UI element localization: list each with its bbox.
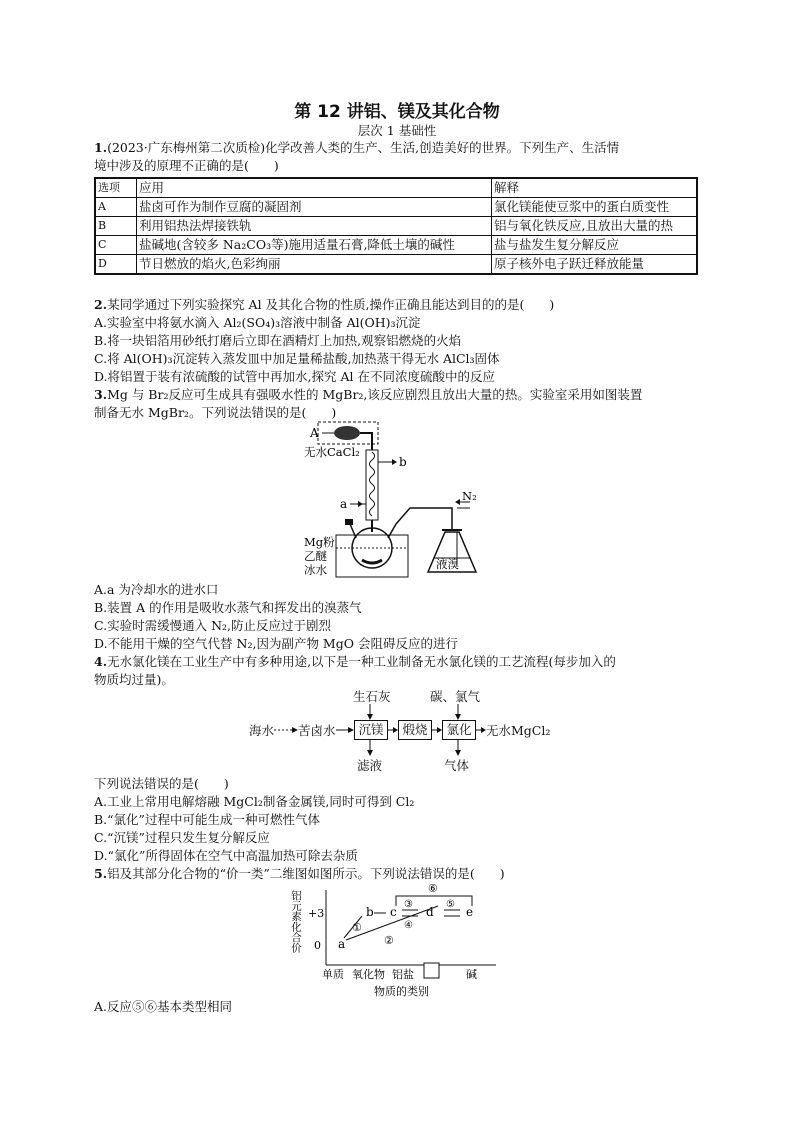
connecting-tube [396, 508, 452, 530]
apparatus-figure [300, 420, 500, 580]
table-cell: 利用铝热法焊接铁轨 [137, 217, 492, 236]
flow-arrow-down [364, 704, 376, 720]
label-mg: Mg粉 [304, 535, 335, 549]
q2-option-a: A.实验室中将氨水滴入 Al₂(SO₄)₃溶液中制备 Al(OH)₃沉淀 [94, 315, 421, 330]
q1-stem [94, 139, 619, 156]
chart-point-c: c [390, 905, 397, 919]
flow-step-calcine: 煅烧 [398, 720, 432, 740]
y-tick-label: +3 [308, 907, 325, 920]
chart-point-b: b [366, 905, 374, 919]
y-axis-label: 铝元素化合价 [290, 890, 302, 953]
flow-output-filtrate: 滤液 [357, 758, 383, 773]
flow-input-carbon-chlorine: 碳、氯气 [430, 689, 481, 704]
table-header-cell: 应用 [137, 178, 492, 198]
q5-stem-text: 铝及其部分化合物的“价一类”二维图如图所示。下列说法错误的是( ) [107, 866, 505, 881]
reaction-label: ⑤ [446, 899, 455, 910]
q1-stem-line1: (2023·广东梅州第二次质检)化学改善人类的生产、生活,创造美好的世界。下列生产、生活情 [107, 140, 620, 155]
ice-bath [336, 535, 408, 577]
table-row [95, 198, 697, 217]
x-tick-label-box [424, 963, 439, 978]
reaction-label: ⑥ [428, 882, 438, 895]
q2-option-b: B.将一块铝箔用砂纸打磨后立即在酒精灯上加热,观察铝燃烧的火焰 [94, 333, 462, 348]
table-header-row [95, 178, 697, 198]
reaction-label: ① [352, 921, 362, 934]
label-b: b [399, 455, 407, 469]
reaction-label: ③ [404, 899, 413, 910]
flow-step-precip: 沉镁 [354, 720, 388, 740]
label-br2: 液溴 [436, 557, 459, 571]
table-cell: 原子核外电子跃迁释放能量 [492, 255, 698, 275]
q2-number: 2. [94, 297, 108, 312]
q3-stem-line1: Mg 与 Br₂反应可生成具有强吸水性的 MgBr₂,该反应剧烈且放出大量的热。实验室采用如图装置 [107, 387, 643, 402]
table-cell: B [95, 217, 137, 236]
table-cell: 铝与氧化铁反应,且放出大量的热 [492, 217, 698, 236]
q2-stem-text: 某同学通过下列实验探究 Al 及其化合物的性质,操作正确且能达到目的的是( ) [107, 297, 555, 312]
q5-option-a: A.反应⑤⑥基本类型相同 [94, 999, 233, 1014]
q4-option-c: C.“沉镁”过程只发生复分解反应 [94, 830, 270, 845]
flow-arrow [432, 724, 442, 736]
flow-bittern: 苦卤水 [298, 723, 336, 738]
x-tick-label: 氧化物 [352, 968, 385, 981]
q5-number: 5. [94, 866, 108, 881]
q4-option-b: B.“氯化”过程中可能生成一种可燃性气体 [94, 812, 320, 827]
q1-stem-line2: 境中涉及的原理不正确的是( ) [94, 158, 279, 173]
label-device-a: A [310, 426, 319, 440]
y-tick-label: 0 [314, 939, 321, 952]
flow-arrow [476, 724, 486, 736]
page-subtitle: 层次 1 基础性 [357, 123, 437, 138]
flow-step-chlorinate: 氯化 [442, 720, 476, 740]
table-row [95, 236, 697, 255]
table-row [95, 217, 697, 236]
table-cell: 节日燃放的焰火,色彩绚丽 [137, 255, 492, 275]
flow-arrow [388, 724, 398, 736]
x-tick-label: 单质 [322, 968, 344, 981]
q3-stem-line2: 制备无水 MgBr₂。下列说法错误的是( ) [94, 405, 337, 420]
q4-number: 4. [94, 654, 108, 669]
flow-product: 无水MgCl₂ [486, 723, 551, 738]
x-axis-label: 物质的类别 [374, 985, 429, 998]
chart-point-d: d [426, 905, 434, 919]
q3-stem [94, 386, 642, 403]
q2-option-d: D.将铝置于装有浓硫酸的试管中再加水,探究 Al 在不同浓度硫酸中的反应 [94, 369, 495, 384]
reaction-label: ② [384, 934, 394, 947]
q4-stem-line1: 无水氯化镁在工业生产中有多种用途,以下是一种工业制备无水氯化镁的工艺流程(每步加入的 [107, 654, 616, 669]
reaction-label: ④ [404, 920, 413, 931]
table-cell: 氯化镁能使豆浆中的蛋白质变性 [492, 198, 698, 217]
flow-output-gas: 气体 [444, 758, 470, 773]
table-cell: A [95, 198, 137, 217]
drying-agent [334, 426, 360, 440]
flow-arrow [274, 724, 298, 736]
x-tick-label: 铝盐 [392, 968, 414, 981]
q2-option-c: C.将 Al(OH)₃沉淀转入蒸发皿中加足量稀盐酸,加热蒸干得无水 AlCl₃固体 [94, 351, 500, 366]
q1-options-table [94, 177, 698, 275]
condenser-coil [370, 452, 375, 516]
flow-arrow [336, 724, 354, 736]
q4-option-a: A.工业上常用电解熔融 MgCl₂制备金属镁,同时可得到 Cl₂ [94, 794, 415, 809]
flow-arrow-down [452, 704, 464, 720]
table-header-cell: 选项 [95, 178, 137, 198]
q3-option-c: C.实验时需缓慢通入 N₂,防止反应过于剧烈 [94, 618, 331, 633]
q3-option-a: A.a 为冷却水的进水口 [94, 582, 219, 597]
table-cell: D [95, 255, 137, 275]
table-cell: 盐碱地(含较多 Na₂CO₃等)施用适量石膏,降低土壤的碱性 [137, 236, 492, 255]
flow-seawater: 海水 [249, 723, 275, 738]
flow-input-lime: 生石灰 [353, 689, 391, 704]
q4-stem [94, 653, 616, 670]
label-cacl2: 无水CaCl₂ [304, 445, 360, 459]
label-n2: N₂ [462, 489, 477, 503]
table-cell: C [95, 236, 137, 255]
flow-arrow-down [452, 740, 464, 756]
table-cell: 盐卤可作为制作豆腐的凝固剂 [137, 198, 492, 217]
table-header-cell: 解释 [492, 178, 698, 198]
label-ether: 乙醚 [304, 549, 327, 563]
q2-stem [94, 296, 554, 313]
q4-option-d: D.“氯化”所得固体在空气中高温加热可除去杂质 [94, 848, 358, 863]
flow-arrow-down [364, 740, 376, 756]
label-a: a [340, 497, 348, 511]
chart-point-a: a [338, 937, 346, 951]
table-row [95, 255, 697, 275]
q4-question: 下列说法错误的是( ) [94, 776, 229, 791]
q1-number: 1. [94, 140, 108, 155]
q3-number: 3. [94, 387, 108, 402]
valence-class-chart [286, 880, 506, 998]
q4-stem-line2: 物质均过量)。 [94, 672, 174, 687]
label-ice: 冰水 [304, 563, 327, 577]
chart-point-e: e [466, 905, 474, 919]
mg-powder [362, 560, 382, 563]
q3-option-b: B.装置 A 的作用是吸收水蒸气和挥发出的溴蒸气 [94, 600, 362, 615]
page-title: 第 12 讲铝、镁及其化合物 [294, 102, 500, 122]
x-tick-label: 碱 [466, 968, 477, 981]
table-cell: 盐与盐发生复分解反应 [492, 236, 698, 255]
q3-option-d: D.不能用干燥的空气代替 N₂,因为副产物 MgO 会阻碍反应的进行 [94, 636, 458, 651]
